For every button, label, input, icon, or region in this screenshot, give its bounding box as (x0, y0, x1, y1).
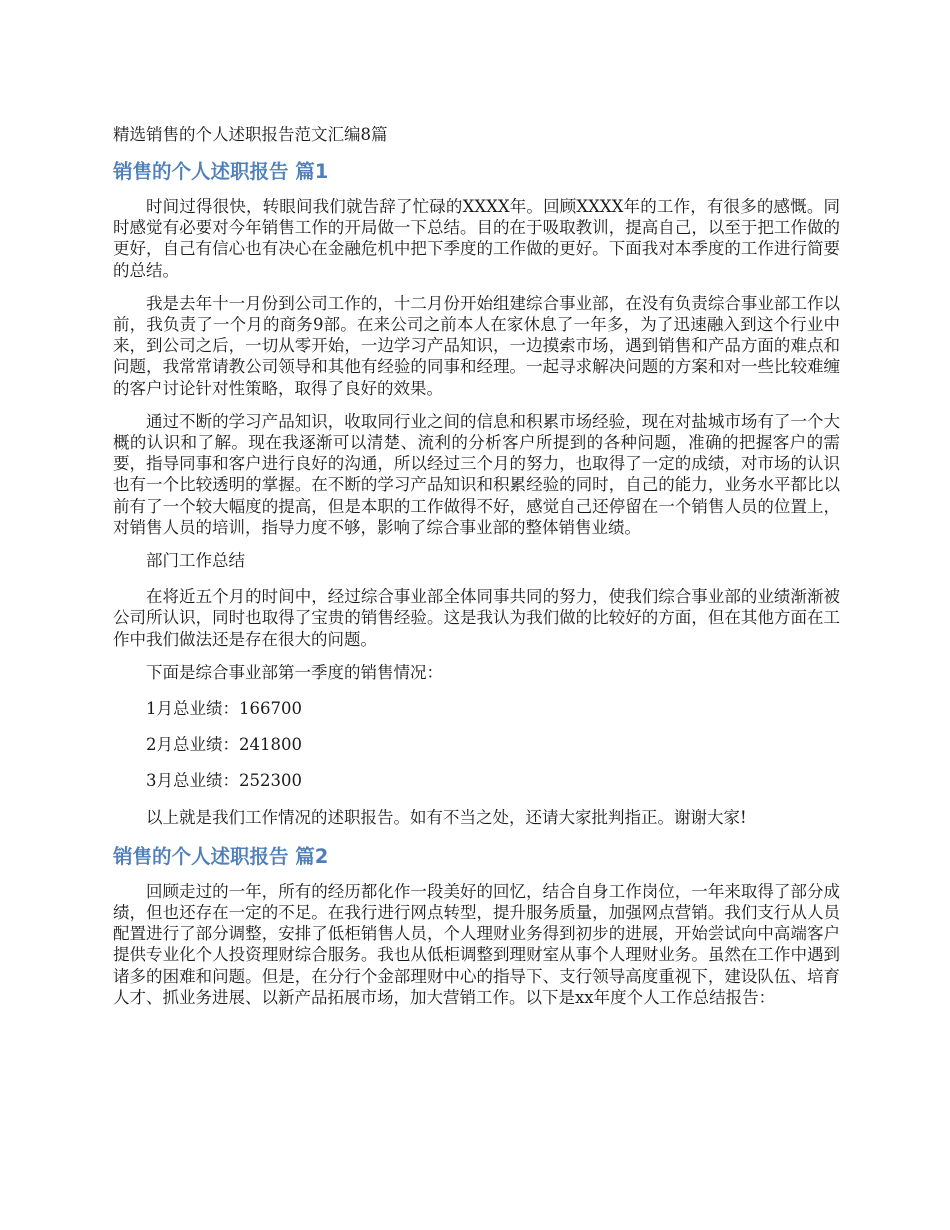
subheading-department-summary: 部门工作总结 (146, 551, 245, 571)
sales-item-february: 2月总业绩：241800 (146, 735, 302, 755)
paragraph: 回顾走过的一年，所有的经历都化作一段美好的回忆，结合自身工作岗位，一年来取得了部分成绩，但也还存在一定的不足。在我行进行网点转型，提升服务质量，加强网点营销。我们支行从人员配置进行了部分调整，安排了低柜销售人员，个人理财业务得到初步的进展，开始尝试向中高端客户提供专业化个人投资理财综合服务。我也从低柜调整到理财室从事个人理财业务。虽然在工作中遇到诸多的困难和问题。但是，在分行个金部理财中心的指导下、支行领导高度重视下，建设队伍、培育人才、抓业务进展、以新产品拓展市场，加大营销工作。以下是xx年度个人工作总结报告： (113, 881, 840, 1007)
document-title: 精选销售的个人述职报告范文汇编8篇 (113, 125, 388, 144)
section-heading-2: 销售的个人述职报告 篇2 (113, 844, 329, 868)
document-body (113, 122, 840, 1020)
paragraph: 我是去年十一月份到公司工作的，十二月份开始组建综合事业部，在没有负责综合事业部工作以前，我负责了一个月的商务9部。在来公司之前本人在家休息了一年多，为了迅速融入到这个行业中来，到公司之后，一切从零开始，一边学习产品知识，一边摸索市场，遇到销售和产品方面的难点和问题，我常常请教公司领导和其他有经验的同事和经理。一起寻求解决问题的方案和对一些比较难缠的客户讨论针对性策略，取得了良好的效果。 (113, 293, 840, 398)
sales-item-march: 3月总业绩：252300 (146, 771, 302, 791)
section-heading-1: 销售的个人述职报告 篇1 (113, 160, 329, 183)
sales-intro: 下面是综合事业部第一季度的销售情况： (146, 662, 443, 682)
closing-statement: 以上就是我们工作情况的述职报告。如有不当之处，还请大家批判指正。谢谢大家! (146, 807, 747, 827)
sales-item-january: 1月总业绩：166700 (146, 699, 302, 719)
paragraph: 通过不断的学习产品知识，收取同行业之间的信息和积累市场经验，现在对盐城市场有了一个大概的认识和了解。现在我逐渐可以清楚、流利的分析客户所提到的各种问题，准确的把握客户的需要，指导同事和客户进行良好的沟通，所以经过三个月的努力，也取得了一定的成绩，对市场的认识也有一个比较透明的掌握。在不断的学习产品知识和积累经验的同时，自己的能力，业务水平都比以前有了一个较大幅度的提高，但是本职的工作做得不好，感觉自己还停留在一个销售人员的位置上，对销售人员的培训，指导力度不够，影响了综合事业部的整体销售业绩。 (113, 411, 840, 537)
paragraph: 时间过得很快，转眼间我们就告辞了忙碌的XXXX年。回顾XXXX年的工作，有很多的感慨。同时感觉有必要对今年销售工作的开局做一下总结。目的在于吸取教训，提高自己，以至于把工作做的更好，自己有信心也有决心在金融危机中把下季度的工作做的更好。下面我对本季度的工作进行简要的总结。 (113, 197, 840, 280)
paragraph: 在将近五个月的时间中，经过综合事业部全体同事共同的努力，使我们综合事业部的业绩渐渐被公司所认识，同时也取得了宝贵的销售经验。这是我认为我们做的比较好的方面，但在其他方面在工作中我们做法还是存在很大的问题。 (113, 587, 840, 649)
